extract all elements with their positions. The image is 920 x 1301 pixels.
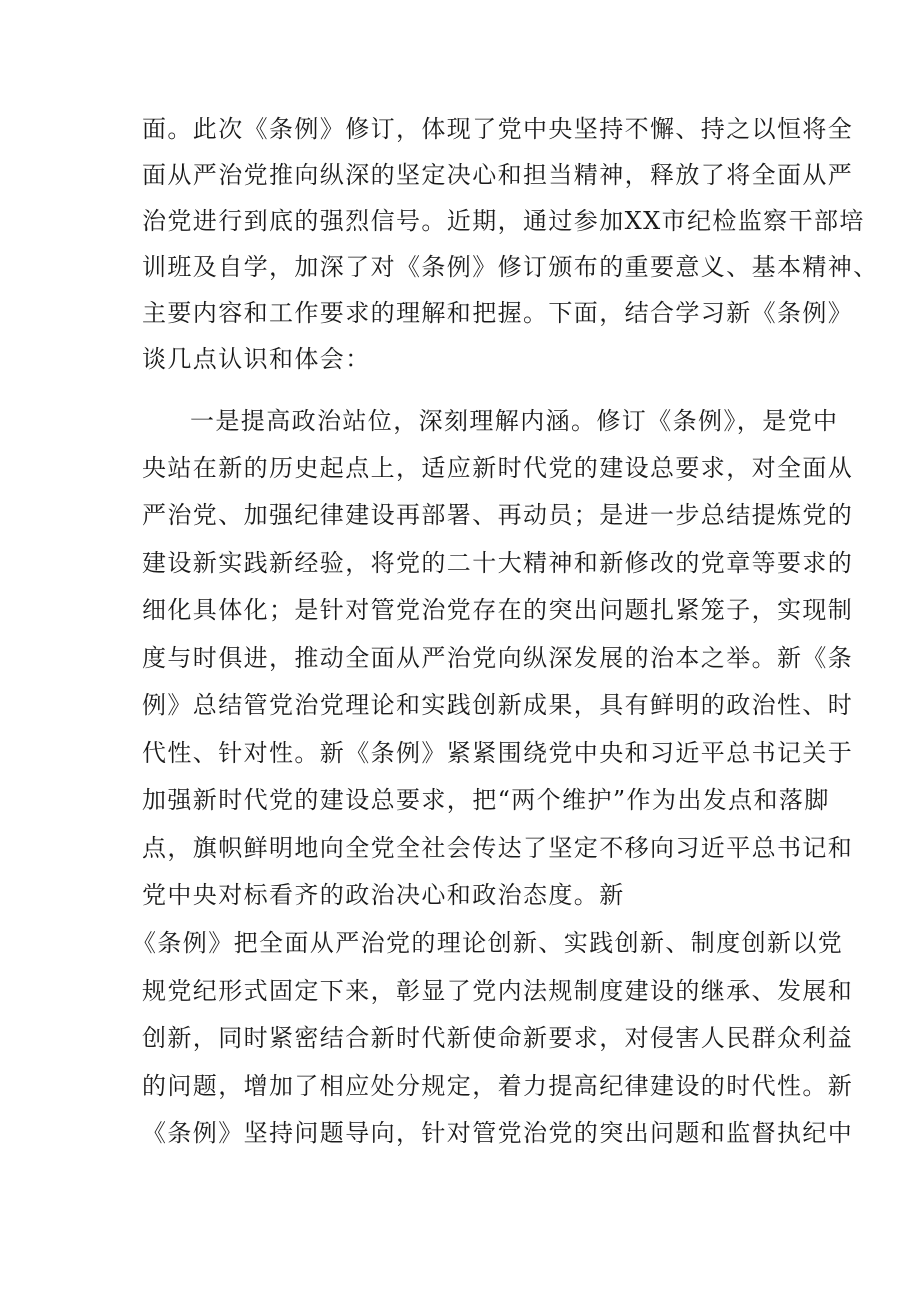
text-line: 点，旗帜鲜明地向全党全社会传达了坚定不移向习近平总书记和 xyxy=(142,834,854,862)
text-line: 谈几点认识和体会： xyxy=(142,345,371,373)
text-line: 面从严治党推向纵深的坚定决心和担当精神，释放了将全面从严 xyxy=(142,161,854,189)
text-line: 《条例》把全面从严治党的理论创新、实践创新、制度创新以党 xyxy=(132,929,844,957)
text-line: 严治党、加强纪律建设再部署、再动员；是进一步总结提炼党的 xyxy=(142,501,854,529)
text-line: 细化具体化；是针对管党治党存在的突出问题扎紧笼子，实现制 xyxy=(142,596,854,624)
text-line: 度与时俱进，推动全面从严治党向纵深发展的治本之举。新《条 xyxy=(142,644,854,672)
text-line: 例》总结管党治党理论和实践创新成果，具有鲜明的政治性、时 xyxy=(142,691,854,719)
paragraph-first-line: 一是提高政治站位，深刻理解内涵。修订《条例》，是党中 xyxy=(190,407,839,435)
text-line: 规党纪形式固定下来，彰显了党内法规制度建设的继承、发展和 xyxy=(142,977,854,1005)
text-line: 的问题，增加了相应处分规定，着力提高纪律建设的时代性。新 xyxy=(142,1072,854,1100)
text-line: 治党进行到底的强烈信号。近期，通过参加XX市纪检监察干部培 xyxy=(142,207,865,235)
text-line: 《条例》坚持问题导向，针对管党治党的突出问题和监督执纪中 xyxy=(142,1119,854,1147)
text-line: 党中央对标看齐的政治决心和政治态度。新 xyxy=(142,881,625,909)
text-line: 训班及自学，加深了对《条例》修订颁布的重要意义、基本精神、 xyxy=(142,253,879,281)
text-line: 面。此次《条例》修订，体现了党中央坚持不懈、持之以恒将全 xyxy=(142,115,854,143)
text-line: 主要内容和工作要求的理解和把握。下面，结合学习新《条例》 xyxy=(142,299,854,327)
text-line: 加强新时代党的建设总要求，把“两个维护”作为出发点和落脚 xyxy=(142,786,830,814)
text-line: 央站在新的历史起点上，适应新时代党的建设总要求，对全面从 xyxy=(142,454,854,482)
text-line: 创新，同时紧密结合新时代新使命新要求，对侵害人民群众利益 xyxy=(142,1024,854,1052)
text-line: 建设新实践新经验，将党的二十大精神和新修改的党章等要求的 xyxy=(142,549,854,577)
text-line: 代性、针对性。新《条例》紧紧围绕党中央和习近平总书记关于 xyxy=(142,739,854,767)
